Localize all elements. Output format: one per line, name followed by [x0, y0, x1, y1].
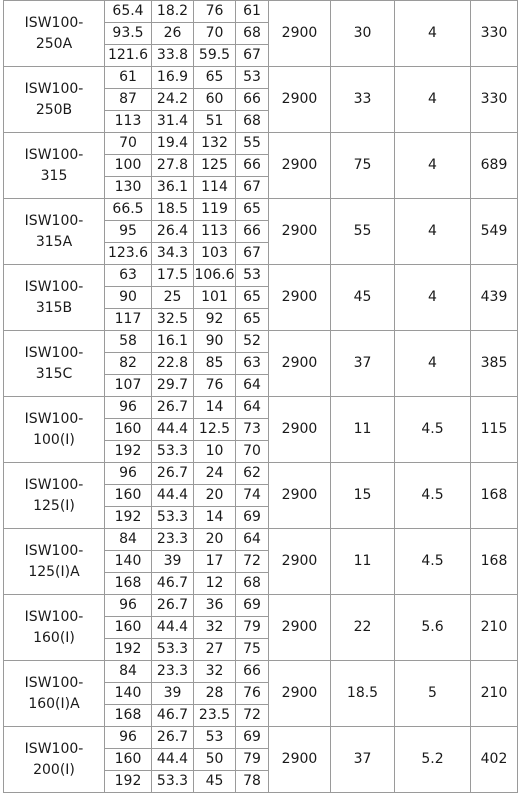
speed-cell: 2900	[269, 529, 331, 595]
flow-ls-cell: 34.3	[152, 243, 194, 265]
head-cell: 14	[194, 397, 236, 419]
flow-ls-cell: 39	[152, 551, 194, 573]
efficiency-cell: 67	[236, 177, 269, 199]
flow-m3h-cell: 61	[105, 67, 152, 89]
model-name-line1: ISW100-	[24, 542, 84, 559]
head-cell: 76	[194, 375, 236, 397]
efficiency-cell: 66	[236, 155, 269, 177]
efficiency-cell: 64	[236, 397, 269, 419]
head-cell: 28	[194, 683, 236, 705]
model-name-cell	[4, 199, 105, 265]
efficiency-cell: 67	[236, 45, 269, 67]
model-name-cell	[4, 1, 105, 67]
efficiency-cell: 65	[236, 309, 269, 331]
head-cell: 113	[194, 221, 236, 243]
head-cell: 32	[194, 617, 236, 639]
speed-cell: 2900	[269, 199, 331, 265]
speed-cell: 2900	[269, 331, 331, 397]
flow-m3h-cell: 65.4	[105, 1, 152, 23]
flow-ls-cell: 18.2	[152, 1, 194, 23]
flow-ls-cell: 53.3	[152, 507, 194, 529]
head-cell: 85	[194, 353, 236, 375]
npsh-cell: 4	[395, 199, 471, 265]
flow-ls-cell: 39	[152, 683, 194, 705]
speed-cell: 2900	[269, 67, 331, 133]
efficiency-cell: 69	[236, 727, 269, 749]
flow-ls-cell: 22.8	[152, 353, 194, 375]
model-name-line1: ISW100-	[24, 146, 84, 163]
weight-cell: 385	[471, 331, 518, 397]
speed-cell: 2900	[269, 133, 331, 199]
flow-m3h-cell: 66.5	[105, 199, 152, 221]
head-cell: 60	[194, 89, 236, 111]
efficiency-cell: 69	[236, 507, 269, 529]
efficiency-cell: 65	[236, 199, 269, 221]
flow-m3h-cell: 90	[105, 287, 152, 309]
efficiency-cell: 74	[236, 485, 269, 507]
head-cell: 114	[194, 177, 236, 199]
motor-power-cell: 45	[331, 265, 395, 331]
head-cell: 92	[194, 309, 236, 331]
flow-m3h-cell: 160	[105, 617, 152, 639]
head-cell: 36	[194, 595, 236, 617]
efficiency-cell: 78	[236, 771, 269, 793]
head-cell: 59.5	[194, 45, 236, 67]
model-name-line2: 200(I)	[33, 761, 75, 778]
speed-cell: 2900	[269, 265, 331, 331]
flow-m3h-cell: 96	[105, 727, 152, 749]
flow-m3h-cell: 130	[105, 177, 152, 199]
flow-m3h-cell: 168	[105, 705, 152, 727]
flow-m3h-cell: 113	[105, 111, 152, 133]
flow-ls-cell: 26.7	[152, 727, 194, 749]
model-name-line2: 315A	[35, 233, 73, 250]
flow-m3h-cell: 160	[105, 749, 152, 771]
model-name-cell	[4, 67, 105, 133]
flow-ls-cell: 27.8	[152, 155, 194, 177]
model-name-line1: ISW100-	[24, 674, 84, 691]
flow-m3h-cell: 121.6	[105, 45, 152, 67]
efficiency-cell: 63	[236, 353, 269, 375]
flow-ls-cell: 26.7	[152, 595, 194, 617]
flow-m3h-cell: 96	[105, 463, 152, 485]
head-cell: 125	[194, 155, 236, 177]
efficiency-cell: 70	[236, 441, 269, 463]
efficiency-cell: 64	[236, 375, 269, 397]
flow-m3h-cell: 84	[105, 661, 152, 683]
model-name-cell	[4, 265, 105, 331]
model-name-cell	[4, 595, 105, 661]
flow-ls-cell: 23.3	[152, 529, 194, 551]
speed-cell: 2900	[269, 595, 331, 661]
head-cell: 101	[194, 287, 236, 309]
flow-m3h-cell: 63	[105, 265, 152, 287]
head-cell: 45	[194, 771, 236, 793]
head-cell: 23.5	[194, 705, 236, 727]
efficiency-cell: 76	[236, 683, 269, 705]
motor-power-cell: 18.5	[331, 661, 395, 727]
model-name-line2: 250B	[35, 101, 73, 118]
motor-power-cell: 30	[331, 1, 395, 67]
motor-power-cell: 15	[331, 463, 395, 529]
flow-ls-cell: 24.2	[152, 89, 194, 111]
flow-ls-cell: 46.7	[152, 705, 194, 727]
table-row	[4, 463, 518, 485]
model-name-line2: 125(I)A	[28, 563, 80, 580]
model-name-line2: 125(I)	[33, 497, 75, 514]
head-cell: 51	[194, 111, 236, 133]
model-name-line1: ISW100-	[24, 80, 84, 97]
head-cell: 70	[194, 23, 236, 45]
table-row	[4, 199, 518, 221]
table-row	[4, 397, 518, 419]
efficiency-cell: 79	[236, 749, 269, 771]
model-name-cell	[4, 529, 105, 595]
efficiency-cell: 67	[236, 243, 269, 265]
flow-ls-cell: 16.1	[152, 331, 194, 353]
motor-power-cell: 11	[331, 397, 395, 463]
flow-ls-cell: 44.4	[152, 749, 194, 771]
npsh-cell: 4	[395, 331, 471, 397]
motor-power-cell: 55	[331, 199, 395, 265]
flow-m3h-cell: 192	[105, 507, 152, 529]
efficiency-cell: 61	[236, 1, 269, 23]
efficiency-cell: 72	[236, 551, 269, 573]
model-name-cell	[4, 397, 105, 463]
efficiency-cell: 75	[236, 639, 269, 661]
efficiency-cell: 72	[236, 705, 269, 727]
weight-cell: 330	[471, 67, 518, 133]
flow-ls-cell: 26.4	[152, 221, 194, 243]
model-name-cell	[4, 133, 105, 199]
head-cell: 20	[194, 529, 236, 551]
model-name-line1: ISW100-	[24, 410, 84, 427]
weight-cell: 549	[471, 199, 518, 265]
flow-ls-cell: 25	[152, 287, 194, 309]
npsh-cell: 5.6	[395, 595, 471, 661]
flow-ls-cell: 53.3	[152, 771, 194, 793]
flow-m3h-cell: 140	[105, 683, 152, 705]
model-name-cell	[4, 661, 105, 727]
head-cell: 24	[194, 463, 236, 485]
motor-power-cell: 11	[331, 529, 395, 595]
table-row	[4, 265, 518, 287]
flow-ls-cell: 53.3	[152, 441, 194, 463]
efficiency-cell: 53	[236, 67, 269, 89]
flow-m3h-cell: 192	[105, 441, 152, 463]
flow-m3h-cell: 70	[105, 133, 152, 155]
table-row	[4, 595, 518, 617]
flow-ls-cell: 26.7	[152, 463, 194, 485]
table-row	[4, 529, 518, 551]
weight-cell: 168	[471, 529, 518, 595]
head-cell: 50	[194, 749, 236, 771]
model-name-line2: 315C	[35, 365, 73, 382]
motor-power-cell: 37	[331, 331, 395, 397]
npsh-cell: 4	[395, 67, 471, 133]
flow-m3h-cell: 58	[105, 331, 152, 353]
efficiency-cell: 62	[236, 463, 269, 485]
flow-m3h-cell: 117	[105, 309, 152, 331]
efficiency-cell: 68	[236, 23, 269, 45]
npsh-cell: 4	[395, 1, 471, 67]
flow-m3h-cell: 192	[105, 771, 152, 793]
flow-ls-cell: 31.4	[152, 111, 194, 133]
flow-ls-cell: 23.3	[152, 661, 194, 683]
model-name-cell	[4, 727, 105, 793]
efficiency-cell: 68	[236, 111, 269, 133]
model-name-cell	[4, 331, 105, 397]
model-name-line1: ISW100-	[24, 344, 84, 361]
spec-table-body	[4, 1, 518, 793]
head-cell: 14	[194, 507, 236, 529]
head-cell: 90	[194, 331, 236, 353]
head-cell: 76	[194, 1, 236, 23]
table-row	[4, 661, 518, 683]
npsh-cell: 4.5	[395, 397, 471, 463]
table-row	[4, 133, 518, 155]
head-cell: 20	[194, 485, 236, 507]
flow-ls-cell: 53.3	[152, 639, 194, 661]
head-cell: 119	[194, 199, 236, 221]
head-cell: 106.6	[194, 265, 236, 287]
flow-ls-cell: 46.7	[152, 573, 194, 595]
flow-ls-cell: 44.4	[152, 485, 194, 507]
npsh-cell: 5.2	[395, 727, 471, 793]
flow-m3h-cell: 123.6	[105, 243, 152, 265]
flow-ls-cell: 19.4	[152, 133, 194, 155]
speed-cell: 2900	[269, 397, 331, 463]
flow-ls-cell: 36.1	[152, 177, 194, 199]
head-cell: 12.5	[194, 419, 236, 441]
flow-m3h-cell: 95	[105, 221, 152, 243]
head-cell: 27	[194, 639, 236, 661]
weight-cell: 115	[471, 397, 518, 463]
model-name-line2: 100(I)	[33, 431, 75, 448]
flow-m3h-cell: 93.5	[105, 23, 152, 45]
efficiency-cell: 79	[236, 617, 269, 639]
table-row	[4, 67, 518, 89]
flow-m3h-cell: 168	[105, 573, 152, 595]
flow-m3h-cell: 87	[105, 89, 152, 111]
efficiency-cell: 73	[236, 419, 269, 441]
flow-m3h-cell: 96	[105, 397, 152, 419]
weight-cell: 210	[471, 661, 518, 727]
flow-m3h-cell: 82	[105, 353, 152, 375]
model-name-line2: 250A	[35, 35, 73, 52]
motor-power-cell: 22	[331, 595, 395, 661]
model-name-line2: 160(I)A	[28, 695, 80, 712]
flow-ls-cell: 32.5	[152, 309, 194, 331]
model-name-line1: ISW100-	[24, 608, 84, 625]
flow-m3h-cell: 100	[105, 155, 152, 177]
efficiency-cell: 68	[236, 573, 269, 595]
head-cell: 65	[194, 67, 236, 89]
efficiency-cell: 53	[236, 265, 269, 287]
flow-m3h-cell: 107	[105, 375, 152, 397]
flow-ls-cell: 18.5	[152, 199, 194, 221]
flow-ls-cell: 44.4	[152, 419, 194, 441]
weight-cell: 330	[471, 1, 518, 67]
model-name-line1: ISW100-	[24, 212, 84, 229]
weight-cell: 439	[471, 265, 518, 331]
model-name-line1: ISW100-	[24, 278, 84, 295]
model-name-line2: 160(I)	[33, 629, 75, 646]
motor-power-cell: 75	[331, 133, 395, 199]
model-name-line2: 315	[40, 167, 68, 184]
motor-power-cell: 37	[331, 727, 395, 793]
model-name-line1: ISW100-	[24, 740, 84, 757]
weight-cell: 210	[471, 595, 518, 661]
flow-m3h-cell: 84	[105, 529, 152, 551]
flow-ls-cell: 26	[152, 23, 194, 45]
motor-power-cell: 33	[331, 67, 395, 133]
efficiency-cell: 66	[236, 89, 269, 111]
flow-ls-cell: 44.4	[152, 617, 194, 639]
npsh-cell: 4	[395, 133, 471, 199]
speed-cell: 2900	[269, 1, 331, 67]
efficiency-cell: 52	[236, 331, 269, 353]
efficiency-cell: 65	[236, 287, 269, 309]
head-cell: 103	[194, 243, 236, 265]
flow-m3h-cell: 96	[105, 595, 152, 617]
efficiency-cell: 66	[236, 221, 269, 243]
weight-cell: 402	[471, 727, 518, 793]
model-name-line1: ISW100-	[24, 14, 84, 31]
flow-m3h-cell: 160	[105, 485, 152, 507]
table-row	[4, 1, 518, 23]
efficiency-cell: 69	[236, 595, 269, 617]
model-name-cell	[4, 463, 105, 529]
head-cell: 12	[194, 573, 236, 595]
flow-m3h-cell: 192	[105, 639, 152, 661]
head-cell: 132	[194, 133, 236, 155]
flow-ls-cell: 16.9	[152, 67, 194, 89]
model-name-line2: 315B	[35, 299, 73, 316]
model-name-line1: ISW100-	[24, 476, 84, 493]
flow-ls-cell: 17.5	[152, 265, 194, 287]
flow-ls-cell: 29.7	[152, 375, 194, 397]
npsh-cell: 4.5	[395, 529, 471, 595]
head-cell: 32	[194, 661, 236, 683]
speed-cell: 2900	[269, 727, 331, 793]
head-cell: 10	[194, 441, 236, 463]
table-row	[4, 727, 518, 749]
flow-m3h-cell: 140	[105, 551, 152, 573]
npsh-cell: 4	[395, 265, 471, 331]
efficiency-cell: 64	[236, 529, 269, 551]
efficiency-cell: 66	[236, 661, 269, 683]
table-row	[4, 331, 518, 353]
efficiency-cell: 55	[236, 133, 269, 155]
pump-spec-table	[3, 0, 518, 793]
head-cell: 53	[194, 727, 236, 749]
flow-m3h-cell: 160	[105, 419, 152, 441]
speed-cell: 2900	[269, 661, 331, 727]
npsh-cell: 5	[395, 661, 471, 727]
speed-cell: 2900	[269, 463, 331, 529]
head-cell: 17	[194, 551, 236, 573]
flow-ls-cell: 33.8	[152, 45, 194, 67]
weight-cell: 689	[471, 133, 518, 199]
weight-cell: 168	[471, 463, 518, 529]
npsh-cell: 4.5	[395, 463, 471, 529]
flow-ls-cell: 26.7	[152, 397, 194, 419]
